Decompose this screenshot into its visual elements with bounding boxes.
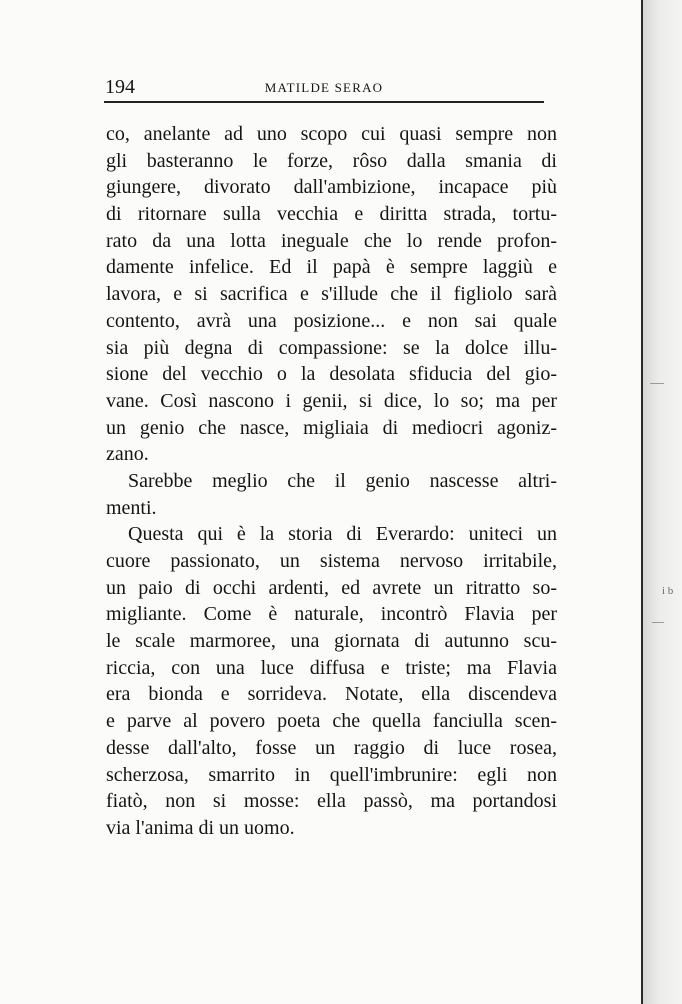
- text-line: contento, avrà una posizione... e non sai quale: [106, 309, 557, 332]
- scan-edge-shadow: [643, 0, 682, 1004]
- text-line: un genio che nasce, migliaia di mediocri agoniz-: [106, 416, 557, 439]
- text-line: sione del vecchio o la desolata sfiducia del gio-: [106, 363, 557, 386]
- margin-bleed-mark: [650, 383, 664, 384]
- text-line: zano.: [106, 443, 149, 466]
- text-line: le scale marmoree, una giornata di autunno scu-: [106, 630, 557, 653]
- text-line: vane. Così nascono i genii, si dice, lo so; ma per: [106, 389, 557, 412]
- page-header: [105, 75, 543, 99]
- text-line: e parve al povero poeta che quella fanciulla scen-: [106, 710, 557, 733]
- running-title: MATILDE SERAO: [264, 80, 384, 95]
- text-line: co, anelante ad uno scopo cui quasi sempre non: [106, 123, 557, 145]
- text-line: cuore passionato, un sistema nervoso irritabile,: [106, 550, 557, 572]
- header-rule: [104, 101, 544, 103]
- text-line: Questa qui è la storia di Everardo: uniteci un: [128, 523, 557, 546]
- text-line: menti.: [106, 496, 157, 519]
- margin-bleed-mark: [652, 622, 664, 623]
- text-line: damente infelice. Ed il papà è sempre laggiù e: [106, 256, 557, 279]
- text-line: rato da una lotta ineguale che lo rende profon-: [106, 229, 557, 252]
- text-line: un paio di occhi ardenti, ed avrete un ritratto so-: [106, 576, 557, 599]
- text-line: sia più degna di compassione: se la dolce illu-: [106, 336, 557, 359]
- page-number: 194: [105, 76, 135, 98]
- text-line: desse dall'alto, fosse un raggio di luce rosea,: [106, 736, 557, 759]
- text-line: lavora, e si sacrifica e s'illude che il figliolo sarà: [106, 283, 557, 306]
- margin-bleed-text: i b: [662, 585, 674, 597]
- text-line: migliante. Come è naturale, incontrò Flavia per: [106, 603, 557, 626]
- paragraph: [106, 121, 557, 468]
- text-line: era bionda e sorrideva. Notate, ella discendeva: [106, 683, 557, 706]
- text-line: scherzosa, smarrito in quell'imbrunire: egli non: [106, 763, 557, 786]
- text-line: riccia, con una luce diffusa e triste; ma Flavia: [106, 656, 557, 679]
- text-line: giungere, divorato dall'ambizione, incapace più: [106, 176, 557, 199]
- text-line: gli basteranno le forze, rôso dalla smania di: [106, 149, 557, 172]
- text-line: Sarebbe meglio che il genio nascesse altri-: [128, 469, 557, 492]
- paragraph: [106, 468, 557, 521]
- text-line: di ritornare sulla vecchia e diritta strada, tortu-: [106, 203, 557, 226]
- paragraph: [106, 521, 557, 841]
- text-line: fiatò, non si mosse: ella passò, ma portandosi: [106, 790, 557, 813]
- body-text: [106, 121, 557, 842]
- text-line: via l'anima di un uomo.: [106, 816, 295, 839]
